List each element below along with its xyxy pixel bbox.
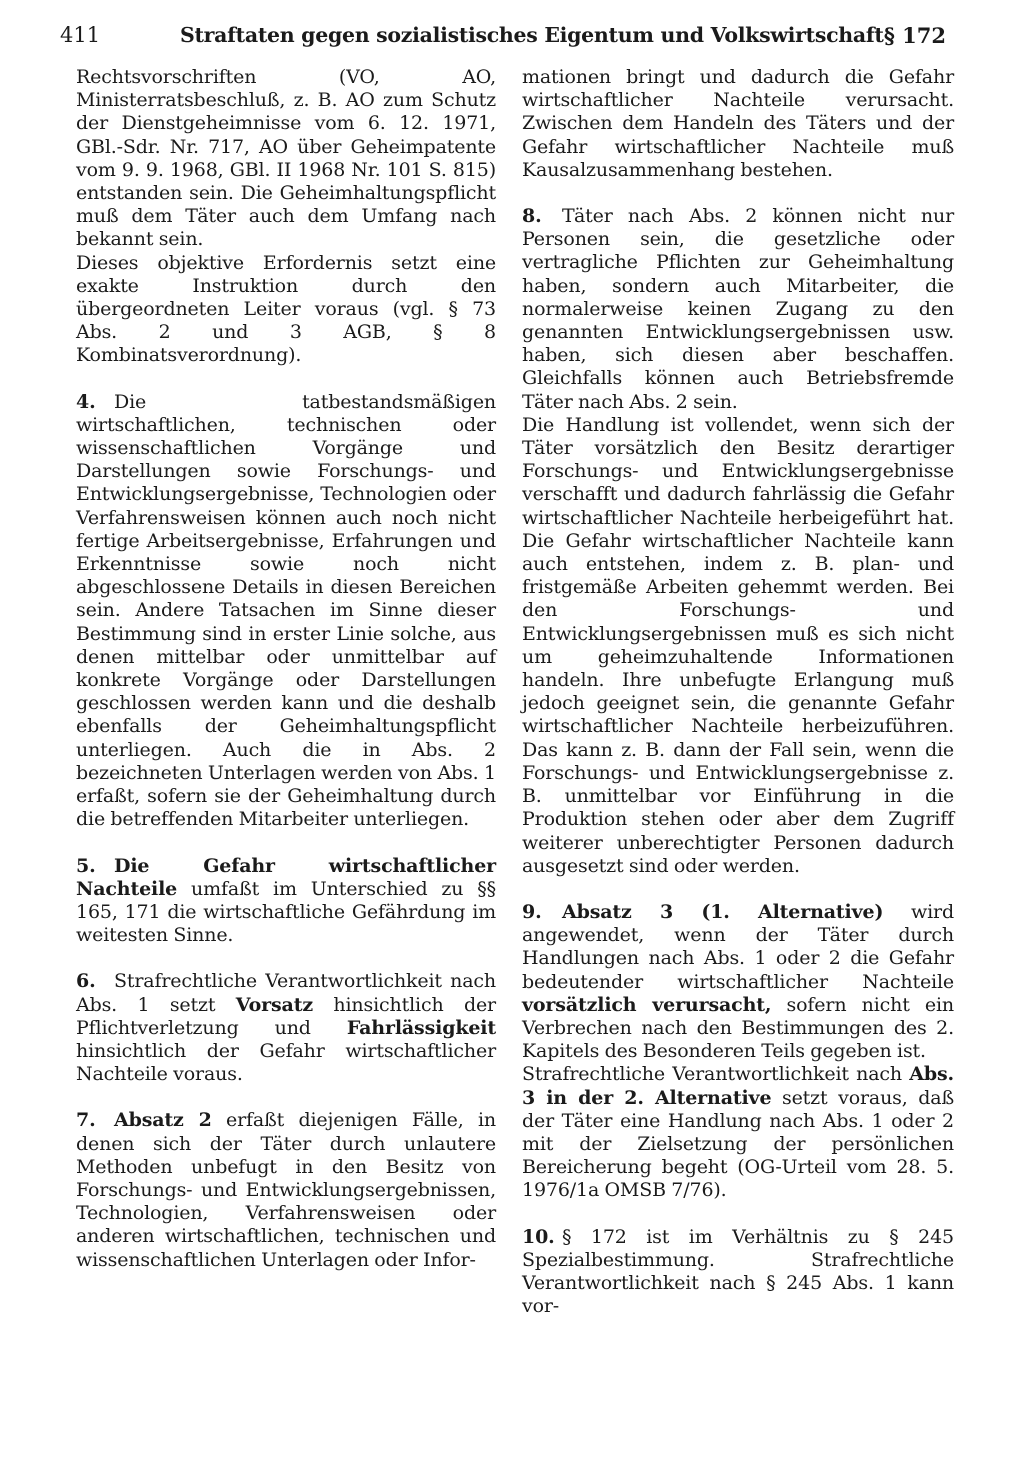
numbered-paragraph-6 — [76, 970, 496, 1086]
paragraph — [522, 1063, 954, 1202]
numbered-paragraph-5 — [76, 855, 496, 948]
bold-term: Die Gefahr wirtschaftlicher Nachteile — [76, 854, 496, 900]
numbered-paragraph-4 — [76, 391, 496, 832]
paragraph-number: 4. — [76, 390, 96, 413]
paragraph-number: 8. — [522, 205, 542, 228]
bold-term: Abs. 3 in der 2. Alternative — [522, 1063, 954, 1109]
paragraph-number: 10. — [522, 1225, 555, 1248]
page-number: 411 — [60, 23, 101, 47]
paragraph-text: hinsichtlich der Pflichtverletzung und — [76, 993, 496, 1039]
paragraph: Rechtsvorschriften (VO, AO, Ministerratsbeschluß, z. B. AO zum Schutz der Dienstgeheimnisse vom 6. 12. 1971, GBl.-Sdr. Nr. 717, AO über Geheimpatente vom 9. 9. 1968, GBl. II 1968 Nr. 101 S. 815) entstanden sein. Die Geheimhaltungspflicht muß dem Täter auch dem Umfang nach bekannt sein. — [76, 66, 496, 251]
bold-term: vorsätzlich verursacht, — [522, 993, 772, 1016]
left-column — [76, 66, 496, 1272]
paragraph-text: Strafrechtliche Verantwortlichkeit nach Abs. 1 setzt — [76, 970, 496, 1016]
paragraph-text: § 172 ist im Verhältnis zu § 245 Spezialbestimmung. Strafrechtliche Verantwortlichkeit nach § 245 Abs. 1 kann vor- — [522, 1225, 954, 1318]
paragraph-text: Die tatbestandsmäßigen wirtschaftlichen, technischen oder wissenschaftlichen Vorgänge und Darstellungen sowie Forschungs- und Entwicklungsergebnisse, Technologien oder Verfahrensweisen können auch noch nicht fertige Arbeitsergebnisse, Erfahrungen und Erkenntnisse sowie noch nicht abgeschlossene Details in diesen Bereichen sein. Andere Tatsachen im Sinne dieser Bestimmung sind in erster Linie solche, aus denen mittelbar oder unmittelbar auf konkrete Vorgänge oder Darstellungen geschlossen werden kann und die deshalb ebenfalls der Geheimhaltungspflicht unterliegen. Auch die in Abs. 2 bezeichneten Unterlagen werden von Abs. 1 erfaßt, sofern sie der Geheimhaltung durch die betreffenden Mitarbeiter unterliegen. — [76, 390, 496, 831]
right-column — [522, 66, 954, 1318]
paragraph-number: 7. — [76, 1109, 96, 1132]
numbered-paragraph-10 — [522, 1226, 954, 1319]
bold-term: Vorsatz — [235, 993, 313, 1016]
paragraph-number: 9. — [522, 900, 542, 923]
bold-term: Fahrlässigkeit — [346, 1016, 496, 1039]
paragraph-text: setzt voraus, daß der Täter eine Handlung nach Abs. 1 oder 2 mit der Zielsetzung der persönlichen Bereicherung begeht (OG-Urteil vom 28. 5. 1976/1a OMSB 7/76). — [522, 1086, 954, 1202]
page-header — [60, 18, 946, 52]
paragraph: Die Handlung ist vollendet, wenn sich der Täter vorsätzlich den Besitz derartiger Forschungs- und Entwicklungsergebnisse verschafft und dadurch fahrlässig die Gefahr wirtschaftlicher Nachteile herbeigeführt hat. Die Gefahr wirtschaftlicher Nachteile kann auch entstehen, indem z. B. plan- und fristgemäße Arbeiten gehemmt werden. Bei den Forschungs- und Entwicklungsergebnissen muß es sich nicht um geheimzuhaltende Informationen handeln. Ihre unbefugte Erlangung muß jedoch geeignet sein, die genannte Gefahr wirtschaftlicher Nachteile herbeizuführen. Das kann z. B. dann der Fall sein, wenn die Forschungs- und Entwicklungsergebnisse z. B. unmittelbar vor Einführung in die Produktion stehen oder aber dem Zugriff weiterer unberechtigter Personen dadurch ausgesetzt sind oder werden. — [522, 413, 954, 877]
paragraph: Dieses objektive Erfordernis setzt eine exakte Instruktion durch den übergeordneten Leiter voraus (vgl. § 73 Abs. 2 und 3 AGB, § 8 Kombinatsverordnung). — [76, 251, 496, 367]
paragraph: mationen bringt und dadurch die Gefahr wirtschaftlicher Nachteile verursacht. Zwischen dem Handeln des Täters und der Gefahr wirtschaftlicher Nachteile muß Kausalzusammenhang bestehen. — [522, 66, 954, 181]
paragraph-text: umfaßt im Unterschied zu §§ 165, 171 die wirtschaftliche Gefährdung im weitesten Sinne. — [76, 877, 496, 947]
paragraph-number: 6. — [76, 970, 96, 993]
paragraph-number: 5. — [76, 854, 96, 877]
section-number: § 172 — [883, 22, 946, 48]
bold-term: Absatz 2 — [114, 1109, 212, 1132]
numbered-paragraph-7 — [76, 1109, 496, 1271]
bold-term: Absatz 3 (1. Alternative) — [562, 900, 884, 923]
running-title: Straftaten gegen sozialistisches Eigentum und Volkswirtschaft — [180, 23, 884, 47]
paragraph-text: erfaßt diejenigen Fälle, in denen sich der Täter durch unlautere Methoden unbefugt in den Besitz von Forschungs- und Entwicklungsergebnissen, Technologien, Verfahrensweisen oder anderen wirtschaftlichen, technischen und wissenschaftlichen Unterlagen oder Infor- — [76, 1109, 496, 1271]
paragraph-text: hinsichtlich der Gefahr wirtschaftlicher Nachteile voraus. — [76, 1039, 496, 1086]
numbered-paragraph-8 — [522, 205, 954, 414]
paragraph-text: wird angewendet, wenn der Täter durch Handlungen nach Abs. 1 oder 2 die Gefahr bedeutender wirtschaftlicher Nachteile — [522, 900, 954, 993]
paragraph-text: sofern nicht ein Verbrechen nach den Bestimmungen des 2. Kapitels des Besonderen Teils gegeben ist. — [522, 993, 954, 1063]
numbered-paragraph-9 — [522, 901, 954, 1063]
paragraph-text: Strafrechtliche Verantwortlichkeit nach — [522, 1063, 910, 1086]
paragraph-text: Täter nach Abs. 2 können nicht nur Personen sein, die gesetzliche oder vertragliche Pflichten zur Geheimhaltung haben, sondern auch Mitarbeiter, die normalerweise keinen Zugang zu den genannten Entwicklungsergebnissen usw. haben, sich diesen aber beschaffen. Gleichfalls können auch Betriebsfremde Täter nach Abs. 2 sein. — [522, 205, 954, 413]
